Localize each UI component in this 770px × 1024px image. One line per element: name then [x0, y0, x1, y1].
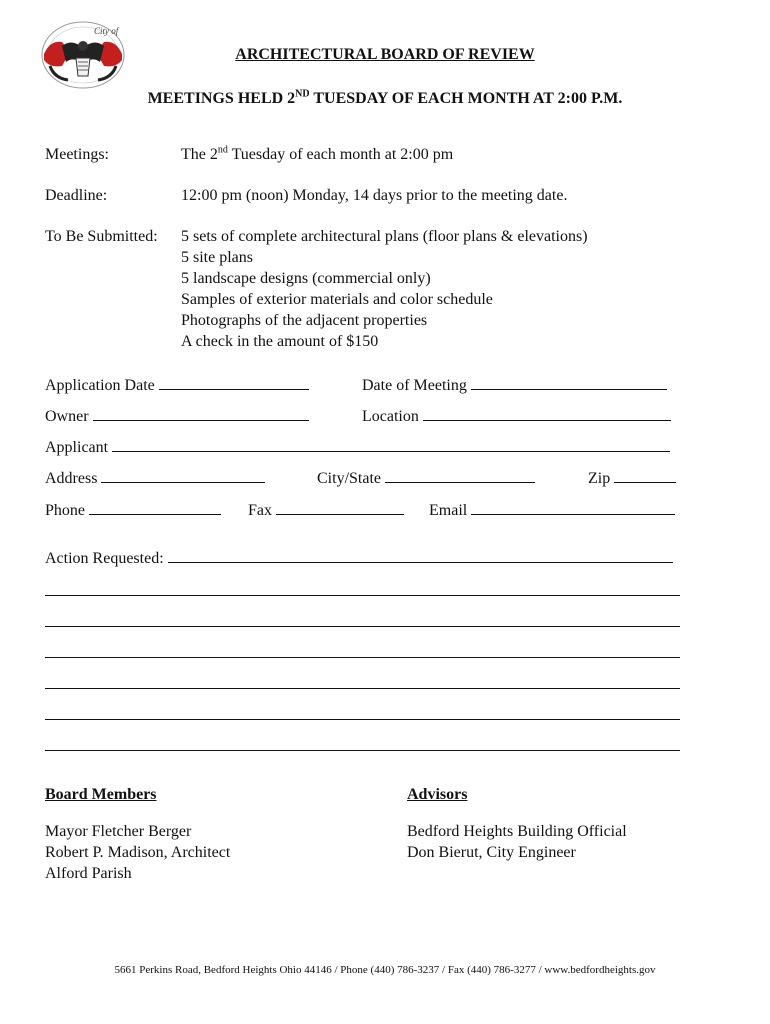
zip-label: Zip — [588, 470, 611, 487]
list-item: 5 sets of complete architectural plans (floor plans & elevations) — [181, 228, 588, 245]
meeting-date-label: Date of Meeting — [362, 377, 467, 394]
city-state-label: City/State — [317, 470, 381, 487]
list-item: Bedford Heights Building Official — [407, 823, 627, 840]
list-item: Mayor Fletcher Berger — [45, 823, 192, 840]
list-item: A check in the amount of $150 — [181, 333, 379, 350]
deadline-value: 12:00 pm (noon) Monday, 14 days prior to the meeting date. — [181, 187, 568, 204]
email-field — [429, 498, 675, 520]
applicant-input[interactable] — [112, 435, 670, 452]
list-item: Samples of exterior materials and color schedule — [181, 291, 493, 308]
application-date-field — [45, 373, 309, 395]
application-date-input[interactable] — [159, 373, 309, 390]
list-item: Don Bierut, City Engineer — [407, 844, 576, 861]
action-requested-field — [45, 546, 673, 568]
zip-field — [588, 466, 676, 488]
owner-label: Owner — [45, 408, 89, 425]
deadline-label: Deadline: — [45, 187, 108, 204]
page-title: ARCHITECTURAL BOARD OF REVIEW — [235, 46, 535, 63]
location-field — [362, 404, 671, 426]
email-label: Email — [429, 502, 468, 519]
submit-label: To Be Submitted: — [45, 228, 158, 245]
list-item: Robert P. Madison, Architect — [45, 844, 231, 861]
submit-list — [181, 226, 588, 352]
address-input[interactable] — [101, 466, 265, 483]
fax-input[interactable] — [276, 498, 404, 515]
owner-input[interactable] — [93, 404, 309, 421]
advisors-heading: Advisors — [407, 786, 468, 803]
action-line[interactable] — [45, 657, 680, 658]
list-item: Photographs of the adjacent properties — [181, 312, 428, 329]
footer-contact: 5661 Perkins Road, Bedford Heights Ohio 44146 / Phone (440) 786-3237 / Fax (440) 786-3277 / www.bedfordheights.gov — [114, 964, 656, 976]
address-field — [45, 466, 265, 488]
city-state-field — [317, 466, 535, 488]
list-item: Alford Parish — [45, 865, 132, 882]
meeting-date-field — [362, 373, 667, 395]
action-line[interactable] — [45, 688, 680, 689]
fax-label: Fax — [248, 502, 272, 519]
location-input[interactable] — [423, 404, 671, 421]
action-line[interactable] — [45, 626, 680, 627]
advisors-list — [407, 821, 627, 863]
zip-input[interactable] — [614, 466, 676, 483]
action-requested-label: Action Requested: — [45, 550, 164, 567]
phone-label: Phone — [45, 502, 85, 519]
action-line[interactable] — [45, 595, 680, 596]
application-date-label: Application Date — [45, 377, 155, 394]
city-state-input[interactable] — [385, 466, 535, 483]
page-subtitle: MEETINGS HELD 2ND TUESDAY OF EACH MONTH AT 2:00 P.M. — [147, 88, 623, 107]
list-item: 5 landscape designs (commercial only) — [181, 270, 431, 287]
phone-input[interactable] — [89, 498, 221, 515]
email-input[interactable] — [471, 498, 675, 515]
action-requested-input[interactable] — [168, 546, 673, 563]
location-label: Location — [362, 408, 419, 425]
board-members-list — [45, 821, 230, 884]
address-label: Address — [45, 470, 98, 487]
action-line[interactable] — [45, 750, 680, 751]
applicant-field — [45, 435, 670, 457]
applicant-label: Applicant — [45, 439, 109, 456]
list-item: 5 site plans — [181, 249, 253, 266]
action-line[interactable] — [45, 719, 680, 720]
owner-field — [45, 404, 309, 426]
phone-field — [45, 498, 221, 520]
meetings-value: The 2nd Tuesday of each month at 2:00 pm — [181, 144, 454, 163]
fax-field — [248, 498, 404, 520]
board-members-heading: Board Members — [45, 786, 157, 803]
seal-text: City of — [94, 26, 119, 36]
meeting-date-input[interactable] — [471, 373, 667, 390]
meetings-label: Meetings: — [45, 146, 109, 163]
